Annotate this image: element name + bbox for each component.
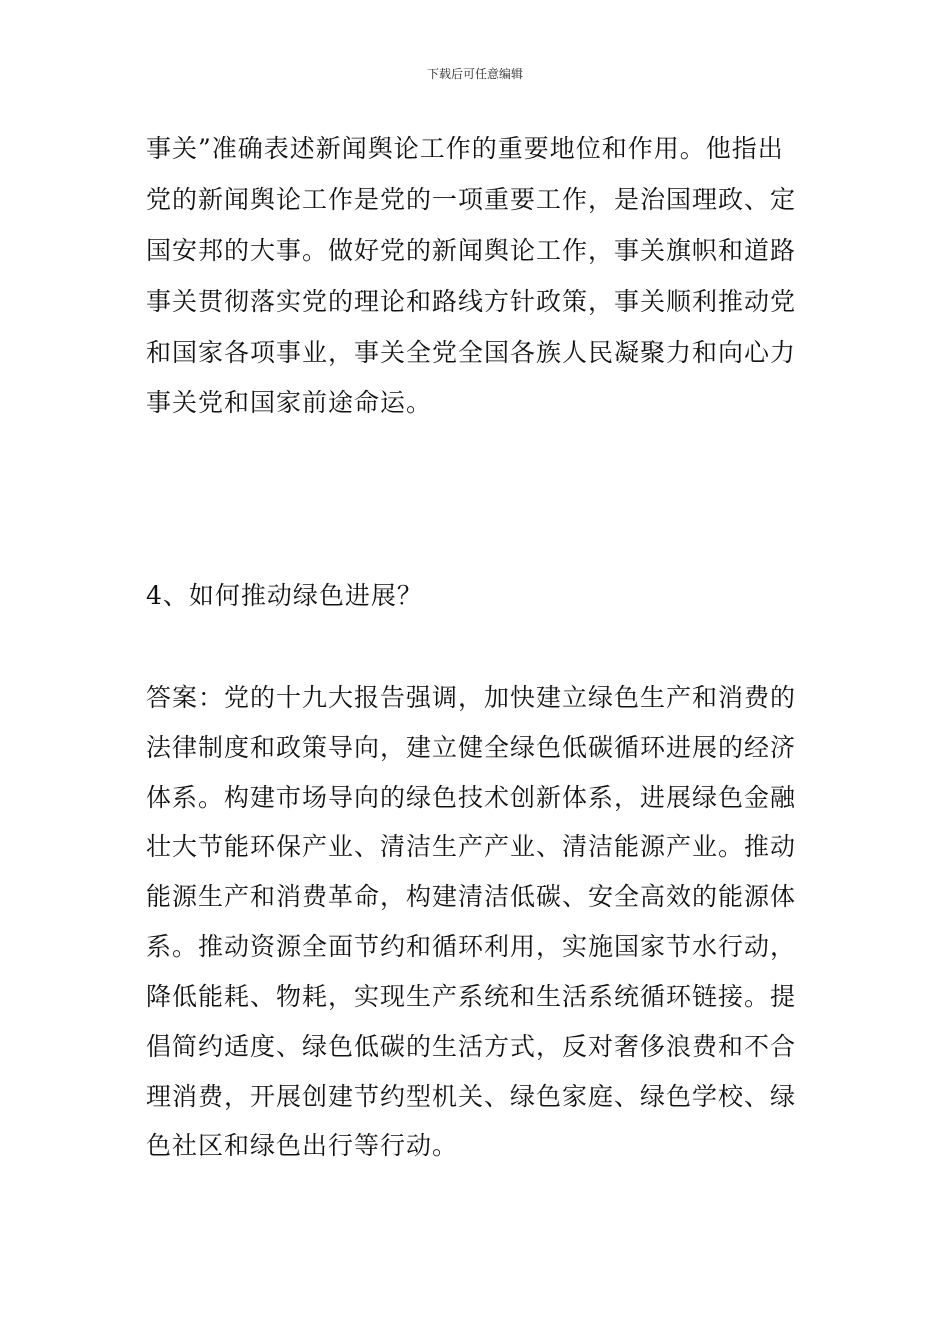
paragraph-line: 事关”准确表述新闻舆论工作的重要地位和作用。他指出 xyxy=(146,134,784,163)
answer-line: 答案：党的十九大报告强调，加快建立绿色生产和消费的 xyxy=(146,683,797,712)
answer-line: 倡简约适度、绿色低碳的生活方式，反对奢侈浪费和不合 xyxy=(146,1032,797,1061)
answer-line: 系。推动资源全面节约和循环利用，实施国家节水行动， xyxy=(146,932,797,961)
paragraph-line: 党的新闻舆论工作是党的一项重要工作，是治国理政、定 xyxy=(146,185,797,214)
question-heading: 4、如何推动绿色进展？ xyxy=(146,581,423,610)
page-header: 下载后可任意编辑 xyxy=(426,67,523,81)
paragraph-line: 和国家各项事业，事关全党全国各族人民凝聚力和向心力 xyxy=(146,338,797,367)
answer-line: 理消费，开展创建节约型机关、绿色家庭、绿色学校、绿 xyxy=(146,1082,797,1111)
paragraph-line: 国安邦的大事。做好党的新闻舆论工作，事关旗帜和道路 xyxy=(146,236,797,265)
paragraph-line: 事关党和国家前途命运。 xyxy=(146,388,433,417)
answer-line: 壮大节能环保产业、清洁生产产业、清洁能源产业。推动 xyxy=(146,832,797,861)
answer-line: 体系。构建市场导向的绿色技术创新体系，进展绿色金融 xyxy=(146,783,797,812)
answer-line: 色社区和绿色出行等行动。 xyxy=(146,1131,459,1160)
answer-line: 降低能耗、物耗，实现生产系统和生活系统循环链接。提 xyxy=(146,982,797,1011)
answer-line: 法律制度和政策导向，建立健全绿色低碳循环进展的经济 xyxy=(146,733,797,762)
paragraph-line: 事关贯彻落实党的理论和路线方针政策，事关顺利推动党 xyxy=(146,287,797,316)
answer-line: 能源生产和消费革命，构建清洁低碳、安全高效的能源体 xyxy=(146,882,797,911)
